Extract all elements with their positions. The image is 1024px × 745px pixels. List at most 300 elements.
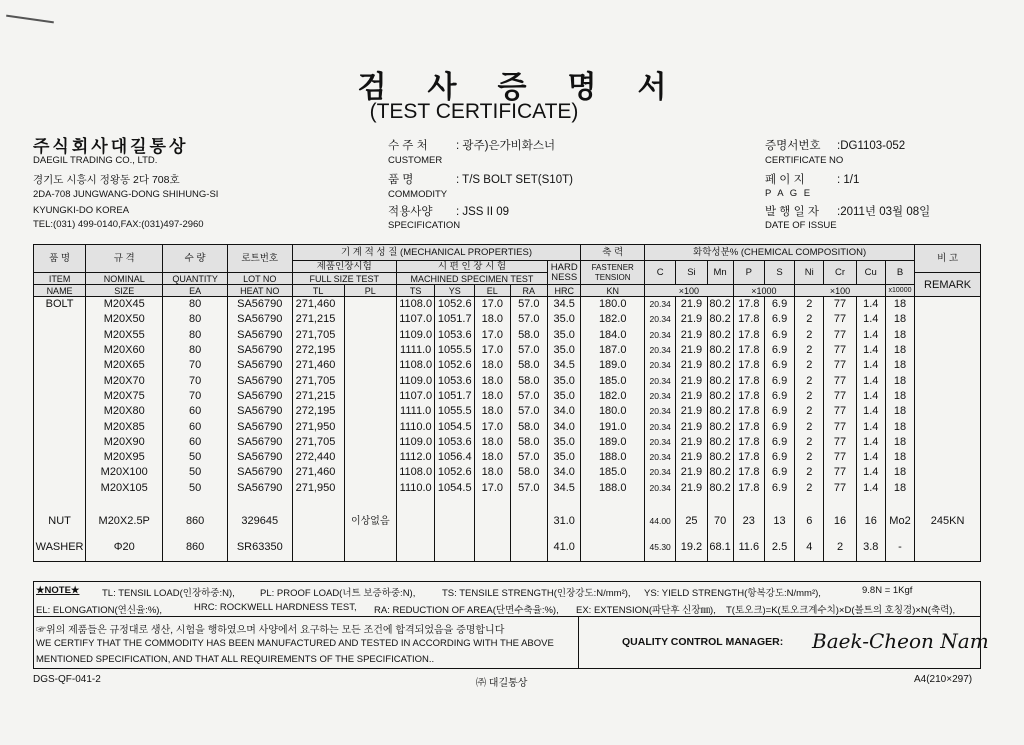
chem-b: 18 [885, 389, 914, 404]
quantity: 60 [163, 404, 228, 419]
lot-no: SA56790 [227, 297, 292, 313]
header-qty-en2: EA [163, 285, 228, 297]
remark [915, 404, 981, 419]
elongation: 18.0 [475, 404, 510, 419]
elongation: 18.0 [475, 435, 510, 450]
machined-cell [435, 509, 475, 535]
hardness: 35.0 [548, 450, 581, 465]
footer-form-code: DGS-QF-041-2 [33, 674, 101, 685]
remark [915, 481, 981, 496]
fastener-tension [581, 535, 645, 562]
page-label-en: P A G E [765, 188, 813, 199]
chem-p: 17.8 [733, 404, 764, 419]
chem-cr: 2 [824, 535, 856, 562]
spacer-cell [163, 496, 228, 509]
hardness: 34.5 [548, 358, 581, 373]
chem-cu: 1.4 [856, 481, 885, 496]
chem-col-mn: Mn [707, 261, 733, 285]
nominal-size: M20X70 [86, 373, 163, 388]
chem-s: 6.9 [764, 481, 794, 496]
tensile-strength: 1109.0 [396, 435, 435, 450]
machined-cell [396, 509, 435, 535]
test-results-table [33, 244, 981, 562]
chem-s: 6.9 [764, 419, 794, 434]
chem-b: 18 [885, 297, 914, 313]
remark [915, 450, 981, 465]
spacer-cell [795, 496, 824, 509]
quantity: 860 [163, 509, 228, 535]
table-row [34, 389, 981, 404]
tensile-load: 271,950 [292, 481, 344, 496]
specification-row: 적용사양 : JSS II 09 [388, 206, 510, 218]
proof-load [344, 535, 396, 562]
chem-s: 6.9 [764, 389, 794, 404]
fastener-tension: 188.0 [581, 481, 645, 496]
item-name [34, 450, 86, 465]
chem-si: 21.9 [676, 435, 707, 450]
chem-c: 20.34 [645, 481, 676, 496]
chem-col-s: S [764, 261, 794, 285]
header-kn: KN [581, 285, 645, 297]
item-name: BOLT [34, 297, 86, 313]
yield-strength: 1051.7 [435, 389, 475, 404]
remark [915, 328, 981, 343]
chem-c: 20.34 [645, 435, 676, 450]
chem-si: 21.9 [676, 312, 707, 327]
proof-load [344, 435, 396, 450]
chem-c: 20.34 [645, 312, 676, 327]
chem-s: 6.9 [764, 404, 794, 419]
yield-strength: 1053.6 [435, 435, 475, 450]
chem-s: 6.9 [764, 358, 794, 373]
chem-p: 17.8 [733, 297, 764, 313]
chem-s: 6.9 [764, 373, 794, 388]
chem-b: Mo2 [885, 509, 914, 535]
tensile-strength: 1108.0 [396, 358, 435, 373]
commodity-row: 품 명 : T/S BOLT SET(S10T) [388, 174, 573, 186]
chem-s: 6.9 [764, 343, 794, 358]
quantity: 70 [163, 389, 228, 404]
chem-col-p: P [733, 261, 764, 285]
elongation: 17.0 [475, 481, 510, 496]
lot-no: SA56790 [227, 358, 292, 373]
hardness: 41.0 [548, 535, 581, 562]
machined-cell [510, 535, 548, 562]
yield-strength: 1051.7 [435, 312, 475, 327]
quantity: 50 [163, 450, 228, 465]
chem-cu: 1.4 [856, 328, 885, 343]
yield-strength: 1054.5 [435, 481, 475, 496]
header-remark-en: REMARK [915, 273, 981, 297]
company-name-en: DAEGIL TRADING CO., LTD. [33, 155, 158, 166]
header-mechanical: 기 계 적 성 질 (MECHANICAL PROPERTIES) [292, 245, 581, 261]
item-name [34, 389, 86, 404]
tensile-load: 272,195 [292, 343, 344, 358]
header-remark-ko: 비 고 [915, 245, 981, 273]
chem-si: 25 [676, 509, 707, 535]
chem-cr: 77 [824, 328, 856, 343]
yield-strength: 1052.6 [435, 297, 475, 313]
chem-ni: 2 [795, 312, 824, 327]
quantity: 860 [163, 535, 228, 562]
remark [915, 389, 981, 404]
chem-c: 20.34 [645, 373, 676, 388]
chem-s: 2.5 [764, 535, 794, 562]
chem-ni: 2 [795, 297, 824, 313]
spacer-cell [885, 496, 914, 509]
chem-c: 20.34 [645, 450, 676, 465]
fastener-tension: 182.0 [581, 389, 645, 404]
chem-s: 6.9 [764, 297, 794, 313]
chem-c: 20.34 [645, 419, 676, 434]
chem-cu: 1.4 [856, 312, 885, 327]
tensile-load: 271,950 [292, 419, 344, 434]
proof-load [344, 404, 396, 419]
header-tl: TL [292, 285, 344, 297]
elongation: 18.0 [475, 465, 510, 480]
tensile-load: 271,215 [292, 389, 344, 404]
chem-b: 18 [885, 358, 914, 373]
hardness: 34.5 [548, 481, 581, 496]
chem-p: 17.8 [733, 435, 764, 450]
chem-si: 21.9 [676, 358, 707, 373]
machined-cell [475, 509, 510, 535]
tensile-strength: 1109.0 [396, 373, 435, 388]
certify-ko: ☞위의 제품들은 규정대로 생산, 시험을 행하였으며 사양에서 요구하는 모든 조건에 합격되었음을 증명합니다 [36, 625, 505, 636]
fastener-tension: 189.0 [581, 358, 645, 373]
chem-p: 17.8 [733, 343, 764, 358]
reduction-of-area: 58.0 [510, 328, 548, 343]
remark [915, 297, 981, 313]
certificate-no-row: 증명서번호 :DG1103-052 [765, 140, 906, 152]
lot-no: SA56790 [227, 465, 292, 480]
header-hardness: HARD NESS [548, 261, 581, 285]
spacer-cell [435, 496, 475, 509]
tensile-load: 272,195 [292, 404, 344, 419]
tensile-load: 271,460 [292, 297, 344, 313]
elongation: 17.0 [475, 297, 510, 313]
lot-no: SA56790 [227, 481, 292, 496]
table-row [34, 419, 981, 434]
proof-load [344, 389, 396, 404]
item-name [34, 419, 86, 434]
remark [915, 373, 981, 388]
yield-strength: 1055.5 [435, 404, 475, 419]
chem-b: 18 [885, 450, 914, 465]
chem-ni: 2 [795, 373, 824, 388]
chem-cr: 16 [824, 509, 856, 535]
table-row [34, 312, 981, 327]
reduction-of-area: 57.0 [510, 404, 548, 419]
chem-mn: 80.2 [707, 343, 733, 358]
header-pl: PL [344, 285, 396, 297]
company-address-en2: KYUNGKI-DO KOREA [33, 205, 130, 216]
customer-row: 수 주 처 : 광주)은가비화스너 [388, 140, 556, 152]
spacer-cell [856, 496, 885, 509]
table-row [34, 358, 981, 373]
qc-manager-label: QUALITY CONTROL MANAGER: [622, 636, 784, 648]
tensile-load: 271,705 [292, 373, 344, 388]
header-lot-en2: HEAT NO [227, 285, 292, 297]
reduction-of-area: 57.0 [510, 389, 548, 404]
nominal-size: M20X55 [86, 328, 163, 343]
proof-load [344, 373, 396, 388]
chem-cr: 77 [824, 297, 856, 313]
table-row [34, 450, 981, 465]
chem-ni: 2 [795, 450, 824, 465]
header-fastener-ko: 축 력 [581, 245, 645, 261]
fastener-tension: 180.0 [581, 404, 645, 419]
chem-b: 18 [885, 404, 914, 419]
chem-b: 18 [885, 312, 914, 327]
chem-col-ni: Ni [795, 261, 824, 285]
reduction-of-area: 57.0 [510, 297, 548, 313]
tensile-load [292, 509, 344, 535]
spacer-cell [86, 496, 163, 509]
nominal-size: M20X100 [86, 465, 163, 480]
header-el: EL [475, 285, 510, 297]
lot-no: SA56790 [227, 312, 292, 327]
item-name: WASHER [34, 535, 86, 562]
proof-load [344, 465, 396, 480]
spacer-cell [475, 496, 510, 509]
fastener-tension [581, 509, 645, 535]
lot-no: SA56790 [227, 343, 292, 358]
chem-ni: 2 [795, 328, 824, 343]
elongation: 17.0 [475, 419, 510, 434]
yield-strength: 1054.5 [435, 419, 475, 434]
fastener-tension: 189.0 [581, 435, 645, 450]
spacer-cell [227, 496, 292, 509]
nominal-size: M20X2.5P [86, 509, 163, 535]
proof-load [344, 312, 396, 327]
chem-ni: 2 [795, 481, 824, 496]
lot-no: SA56790 [227, 389, 292, 404]
hardness: 35.0 [548, 343, 581, 358]
chem-c: 20.34 [645, 358, 676, 373]
fastener-tension: 191.0 [581, 419, 645, 434]
chem-cu: 3.8 [856, 535, 885, 562]
header-ra: RA [510, 285, 548, 297]
chem-ni: 2 [795, 343, 824, 358]
chem-cu: 1.4 [856, 389, 885, 404]
company-tel: TEL:(031) 499-0140,FAX:(031)497-2960 [33, 219, 204, 230]
tensile-load: 271,215 [292, 312, 344, 327]
chem-cu: 1.4 [856, 297, 885, 313]
chem-mn: 80.2 [707, 312, 733, 327]
lot-no: SA56790 [227, 328, 292, 343]
proof-load [344, 297, 396, 313]
chem-cr: 77 [824, 435, 856, 450]
chem-cr: 77 [824, 343, 856, 358]
header-qty-ko: 수 량 [163, 245, 228, 273]
chem-ni: 2 [795, 419, 824, 434]
nominal-size: M20X80 [86, 404, 163, 419]
reduction-of-area: 57.0 [510, 481, 548, 496]
note-box [33, 581, 981, 617]
tensile-strength: 1111.0 [396, 404, 435, 419]
table-row [34, 373, 981, 388]
chem-p: 17.8 [733, 389, 764, 404]
chem-c: 20.34 [645, 389, 676, 404]
yield-strength: 1052.6 [435, 358, 475, 373]
yield-strength: 1053.6 [435, 328, 475, 343]
remark [915, 535, 981, 562]
chem-cr: 77 [824, 404, 856, 419]
spacer-cell [34, 496, 86, 509]
spacer-row [34, 496, 981, 509]
reduction-of-area: 57.0 [510, 343, 548, 358]
chem-mn: 80.2 [707, 435, 733, 450]
signature: Baek-Cheon Nam [812, 629, 989, 653]
header-size-en2: SIZE [86, 285, 163, 297]
machined-cell [475, 535, 510, 562]
spacer-cell [510, 496, 548, 509]
lot-no: SR63350 [227, 535, 292, 562]
hardness: 35.0 [548, 435, 581, 450]
remark [915, 465, 981, 480]
elongation: 18.0 [475, 358, 510, 373]
note-line-1: ★NOTE★ TL: TENSIL LOAD(인장하중:N), PL: PROOF LOAD(너트 보증하중:N), TS: TENSILE STRENGTH(인장강도:N/mm²), YS: YIELD STRENGTH(항복강도:N/mm²), 9.8N = 1Kgf [36, 585, 913, 599]
header-lot-en1: LOT NO [227, 273, 292, 285]
spacer-cell [915, 496, 981, 509]
certify-en-1: WE CERTIFY THAT THE COMMODITY HAS BEEN MANUFACTURED AND TESTED IN ACCORDING WITH THE ABOVE [36, 638, 554, 649]
yield-strength: 1055.5 [435, 343, 475, 358]
reduction-of-area: 58.0 [510, 373, 548, 388]
elongation: 17.0 [475, 343, 510, 358]
chem-c: 20.34 [645, 465, 676, 480]
tensile-strength: 1110.0 [396, 419, 435, 434]
tensile-strength: 1108.0 [396, 297, 435, 313]
chem-cu: 1.4 [856, 419, 885, 434]
remark: 245KN [915, 509, 981, 535]
chem-mn: 68.1 [707, 535, 733, 562]
nominal-size: M20X75 [86, 389, 163, 404]
item-name [34, 373, 86, 388]
proof-load [344, 343, 396, 358]
fastener-tension: 180.0 [581, 297, 645, 313]
nominal-size: M20X50 [86, 312, 163, 327]
remark [915, 435, 981, 450]
nominal-size: M20X105 [86, 481, 163, 496]
nominal-size: M20X45 [86, 297, 163, 313]
tensile-strength: 1108.0 [396, 465, 435, 480]
lot-no: SA56790 [227, 404, 292, 419]
chem-s: 6.9 [764, 328, 794, 343]
nominal-size: M20X65 [86, 358, 163, 373]
header-fastener-en: FASTENER TENSION [581, 261, 645, 285]
spacer-cell [581, 496, 645, 509]
chem-cu: 1.4 [856, 404, 885, 419]
reduction-of-area: 58.0 [510, 465, 548, 480]
hardness: 34.0 [548, 404, 581, 419]
table-row [34, 435, 981, 450]
spacer-cell [764, 496, 794, 509]
tensile-strength: 1107.0 [396, 389, 435, 404]
yield-strength: 1053.6 [435, 373, 475, 388]
note-label: ★NOTE★ [36, 585, 80, 596]
header-chemical: 화학성분% (CHEMICAL COMPOSITION) [645, 245, 915, 261]
table-row [34, 328, 981, 343]
chem-mn: 80.2 [707, 373, 733, 388]
chem-cr: 77 [824, 358, 856, 373]
hardness: 31.0 [548, 509, 581, 535]
table-row [34, 509, 981, 535]
chem-mn: 80.2 [707, 465, 733, 480]
item-name: NUT [34, 509, 86, 535]
chem-ni: 2 [795, 404, 824, 419]
header-size-en1: NOMINAL [86, 273, 163, 285]
spacer-cell [707, 496, 733, 509]
chem-ni: 6 [795, 509, 824, 535]
spacer-cell [548, 496, 581, 509]
chem-cr: 77 [824, 312, 856, 327]
nominal-size: M20X85 [86, 419, 163, 434]
chem-cr: 77 [824, 481, 856, 496]
quantity: 80 [163, 328, 228, 343]
chem-b: - [885, 535, 914, 562]
chem-cu: 1.4 [856, 358, 885, 373]
chem-b: 18 [885, 343, 914, 358]
chem-cu: 1.4 [856, 465, 885, 480]
chem-si: 21.9 [676, 343, 707, 358]
proof-load: 이상없음 [344, 509, 396, 535]
header-qty-en1: QUANTITY [163, 273, 228, 285]
header-x10000: x10000 [885, 285, 914, 297]
fastener-tension: 185.0 [581, 465, 645, 480]
table-row [34, 343, 981, 358]
chem-p: 17.8 [733, 419, 764, 434]
fastener-tension: 184.0 [581, 328, 645, 343]
chem-c: 20.34 [645, 297, 676, 313]
machined-cell [435, 535, 475, 562]
specification-label-en: SPECIFICATION [388, 220, 461, 231]
table-row [34, 404, 981, 419]
chem-b: 18 [885, 419, 914, 434]
quantity: 50 [163, 465, 228, 480]
proof-load [344, 450, 396, 465]
remark [915, 419, 981, 434]
chem-p: 17.8 [733, 312, 764, 327]
header-item-en1: ITEM [34, 273, 86, 285]
chem-ni: 2 [795, 435, 824, 450]
lot-no: SA56790 [227, 419, 292, 434]
chem-cu: 1.4 [856, 435, 885, 450]
title-korean: 검 사 증 명 서 [357, 70, 667, 105]
customer-label-en: CUSTOMER [388, 155, 443, 166]
tensile-strength: 1110.0 [396, 481, 435, 496]
company-address-ko: 경기도 시흥시 정왕동 2다 708호 [33, 174, 180, 186]
header-x100-a: ×100 [645, 285, 734, 297]
lot-no: SA56790 [227, 373, 292, 388]
spacer-cell [676, 496, 707, 509]
elongation: 18.0 [475, 373, 510, 388]
elongation: 18.0 [475, 389, 510, 404]
hardness: 34.0 [548, 419, 581, 434]
hardness: 35.0 [548, 312, 581, 327]
certify-box [33, 616, 989, 669]
elongation: 18.0 [475, 312, 510, 327]
quantity: 70 [163, 358, 228, 373]
chem-p: 17.8 [733, 358, 764, 373]
hardness: 34.5 [548, 297, 581, 313]
hardness: 35.0 [548, 389, 581, 404]
chem-col-si: Si [676, 261, 707, 285]
chem-ni: 2 [795, 358, 824, 373]
machined-cell [510, 509, 548, 535]
chem-s: 6.9 [764, 465, 794, 480]
header-full-size-en: FULL SIZE TEST [292, 273, 396, 285]
